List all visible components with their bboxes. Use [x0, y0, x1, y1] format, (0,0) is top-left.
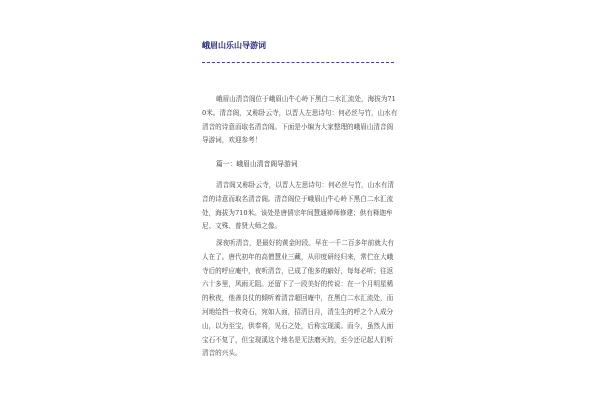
section-heading: 篇一：峨眉山清音阁导游词 [216, 160, 298, 168]
intro-paragraph: 峨眉山清音阁位于峨眉山牛心岭下黑白二水汇流处，海拔为710米。清音阁，又称卧云寺，以晋人左思诗句：何必丝与竹，山水有清音的诗意而取名清音阁。下面是小编为大家整理的峨眉山清音阁导游词，欢迎参考！ [202, 95, 398, 145]
document-title: 峨眉山乐山导游词 [202, 41, 266, 50]
body-paragraph-1: 清音阁又称卧云寺，以晋人左思诗句：何必丝与竹，山水有清音的诗意而取名清音阁。清音阁位于峨眉山牛心岭下黑白二水汇流处，海拔为710米。该处是唐僖宗年间慧通禅师修建；供有释迦牟尼、文殊、普贤大师之像。 [202, 181, 395, 231]
body-paragraph-2: 深夜听清音，是最好的黄金时段。早在一千二百多年前就大有人在了。唐代初年的高僧慧业三藏，从印度研经归来，常伫在大峨寺后的呼应庵中，夜听清音，已成了他多的癖好，每每必听；往返六十多里，风雨无阻。还留下了一段美好的传说：在一个月明星稀的秋夜，他善良仗的倾听着清音超回庵中，在黑白二水汇流处，而河地给挡一枚奇石，宛如人面，招清日月，清生生的呼之个人成分山，以为至宝，供奉将，见石之处，后称宝现溪。而今，虽然人面宝石不复了，但宝现溪这个地名是无法磨灭的，至今还记起人们听清音的兴头。 [202, 239, 395, 358]
title-divider [202, 62, 394, 63]
